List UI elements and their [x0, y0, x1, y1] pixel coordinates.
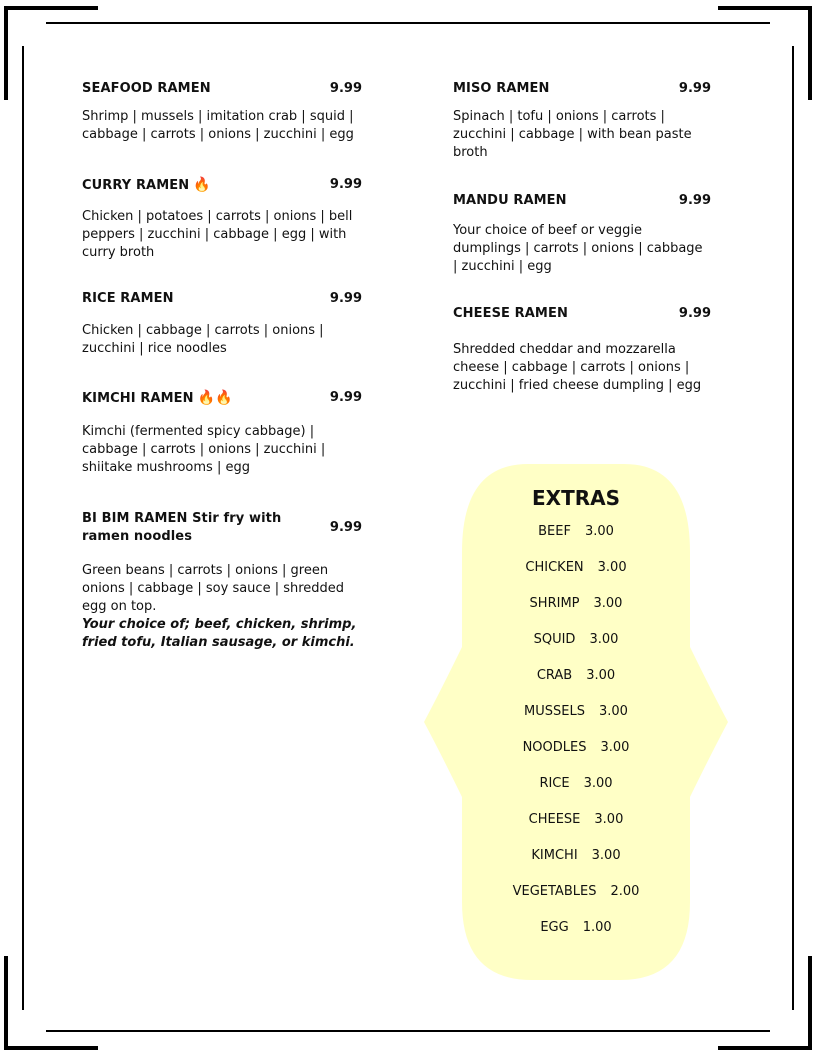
extras-item-name: RICE [539, 776, 570, 791]
item-price: 9.99 [329, 177, 362, 192]
item-name: MISO RAMEN [453, 81, 550, 96]
item-price: 9.99 [329, 291, 362, 306]
extras-item-price: 3.00 [600, 740, 630, 755]
extras-item [460, 702, 692, 738]
extras-item [460, 810, 692, 846]
item-name: RICE RAMEN [82, 291, 174, 306]
extras-item [460, 630, 692, 666]
extras-item-price: 3.00 [584, 524, 614, 539]
extras-title: EXTRAS [531, 486, 620, 510]
extras-item-price: 3.00 [583, 776, 613, 791]
item-name: SEAFOOD RAMEN [82, 81, 211, 96]
extras-item [460, 846, 692, 882]
item-price: 9.99 [678, 193, 711, 208]
border-right [792, 46, 794, 1010]
item-description-text: Green beans | carrots | onions | green onions | cabbage | soy sauce | shredded egg on top. [82, 563, 345, 614]
extras-item-price: 3.00 [591, 848, 621, 863]
extras-item [460, 918, 692, 954]
item-name-wrap [82, 389, 233, 408]
menu-item-curry-ramen [82, 176, 362, 262]
extras-item [460, 774, 692, 810]
border-bottom [46, 1030, 770, 1032]
extras-panel [460, 484, 692, 954]
corner-bracket-bottom-right [718, 1046, 812, 1050]
extras-item-price: 3.00 [586, 668, 616, 683]
extras-item-name: EGG [540, 920, 569, 935]
menu-item-rice-ramen [82, 290, 362, 358]
item-choice-note: Your choice of; beef, chicken, shrimp, fried tofu, Italian sausage, or kimchi. [82, 617, 357, 650]
corner-bracket-top-right [808, 6, 812, 100]
menu-item-miso-ramen [453, 80, 711, 162]
menu-item-cheese-ramen [453, 305, 711, 395]
corner-bracket-bottom-left [4, 956, 8, 1050]
extras-item [460, 594, 692, 630]
corner-bracket-top-left [4, 6, 98, 10]
item-description: Shredded cheddar and mozzarella cheese | cabbage | carrots | onions | zucchini | fried cheese dumpling | egg [453, 342, 702, 393]
extras-item [460, 522, 692, 558]
item-name-wrap [82, 176, 211, 195]
extras-item-name: CHEESE [528, 812, 581, 827]
extras-item-price: 3.00 [599, 704, 628, 719]
fire-icon: 🔥 [193, 177, 211, 193]
item-description: Your choice of beef or veggie dumplings | carrots | onions | cabbage | zucchini | egg [453, 223, 703, 274]
fire-icon: 🔥🔥 [197, 390, 233, 406]
item-name: MANDU RAMEN [453, 193, 567, 208]
extras-item [460, 882, 692, 918]
item-name: KIMCHI RAMEN [82, 391, 194, 406]
border-left [22, 46, 24, 1010]
item-price: 9.99 [329, 520, 362, 535]
menu-item-mandu-ramen [453, 192, 711, 276]
extras-item-price: 3.00 [597, 560, 627, 575]
extras-item-name: SHRIMP [529, 596, 580, 611]
extras-item-price: 1.00 [582, 920, 612, 935]
menu-item-seafood-ramen [82, 80, 362, 144]
extras-list [460, 522, 692, 954]
item-description: Spinach | tofu | onions | carrots | zucchini | cabbage | with bean paste broth [453, 109, 692, 160]
item-name: CURRY RAMEN [82, 178, 190, 193]
corner-bracket-bottom-left [4, 1046, 98, 1050]
item-price: 9.99 [678, 81, 711, 96]
extras-item-price: 3.00 [593, 596, 623, 611]
item-description [82, 562, 362, 652]
item-price: 9.99 [329, 81, 362, 96]
extras-item [460, 558, 692, 594]
extras-item-name: SQUID [533, 632, 576, 647]
item-description: Shrimp | mussels | imitation crab | squid | cabbage | carrots | onions | zucchini | egg [82, 109, 354, 142]
item-price: 9.99 [329, 390, 362, 405]
extras-item-name: CHICKEN [525, 560, 584, 575]
extras-item-name: MUSSELS [524, 704, 585, 719]
corner-bracket-bottom-right [808, 956, 812, 1050]
menu-item-bibim-ramen [82, 510, 362, 652]
item-name: BI BIM RAMEN Stir fry with ramen noodles [82, 511, 282, 544]
item-name: CHEESE RAMEN [453, 306, 568, 321]
corner-bracket-top-left [4, 6, 8, 100]
border-top [46, 22, 770, 24]
extras-item-price: 3.00 [589, 632, 619, 647]
item-description: Chicken | potatoes | carrots | onions | bell peppers | zucchini | cabbage | egg | with curry broth [82, 209, 353, 260]
extras-item-name: CRAB [536, 668, 573, 683]
extras-item [460, 666, 692, 702]
extras-item-name: VEGETABLES [512, 884, 597, 899]
item-description: Chicken | cabbage | carrots | onions | zucchini | rice noodles [82, 323, 324, 356]
corner-bracket-top-right [718, 6, 812, 10]
extras-item-name: KIMCHI [531, 848, 578, 863]
extras-item-name: NOODLES [522, 740, 587, 755]
extras-item [460, 738, 692, 774]
extras-item-price: 3.00 [594, 812, 624, 827]
extras-item-name: BEEF [538, 524, 571, 539]
menu-item-kimchi-ramen [82, 389, 362, 477]
item-price: 9.99 [678, 306, 711, 321]
item-description: Kimchi (fermented spicy cabbage) | cabbage | carrots | onions | zucchini | shiitake mushrooms | egg [82, 424, 326, 475]
extras-item-price: 2.00 [610, 884, 640, 899]
